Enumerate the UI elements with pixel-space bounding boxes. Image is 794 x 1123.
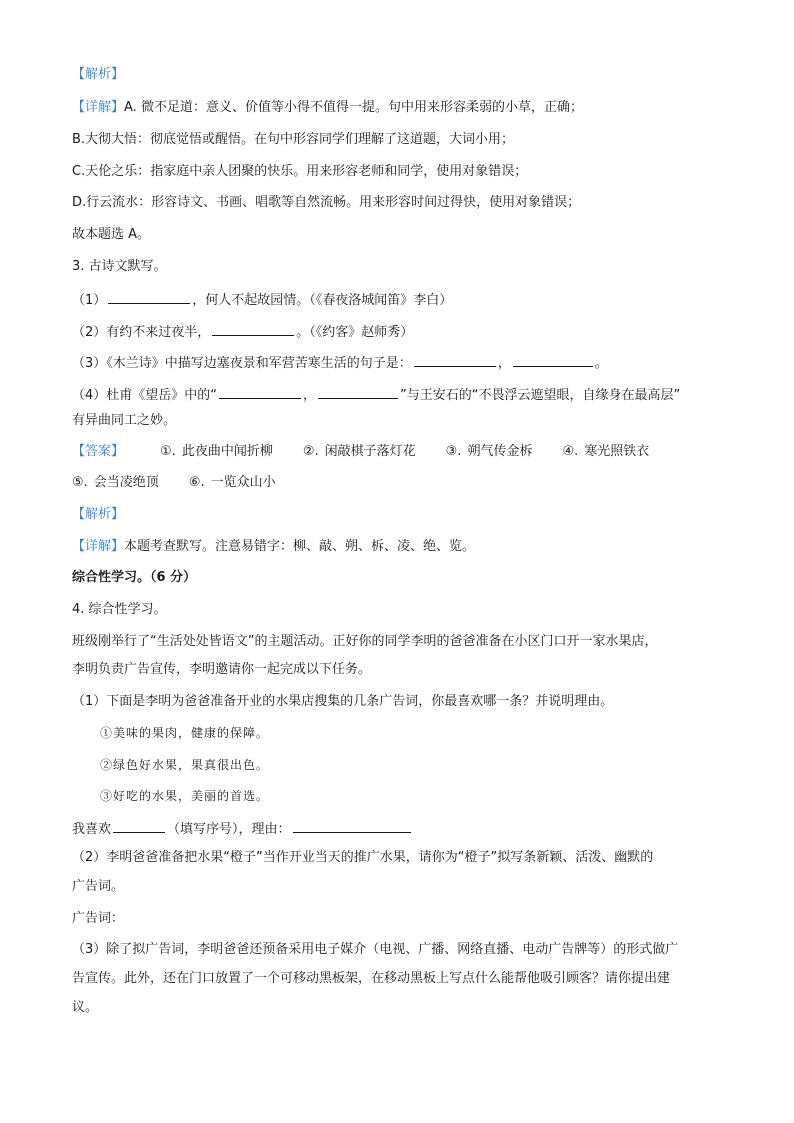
q4-sub3-c: 议。	[72, 1000, 99, 1015]
q4-like-line	[72, 819, 413, 839]
answer-item	[72, 474, 159, 492]
q3-item1-num: （1）	[72, 293, 107, 308]
q3-item1-rest: ，何人不起故园情。（《春夜洛城闻笛》李白）	[192, 293, 453, 308]
answer-text: 闲敲棋子落灯花	[324, 444, 416, 459]
q3-item2-a: （2）有约不来过夜半，	[72, 325, 211, 340]
q3-item2-b: 。（《约客》赵师秀）	[296, 325, 414, 340]
q4-sub3-b: 告宣传。此外，还在门口放置了一个可移动黑板架，在移动黑板上写点什么能帮他吸引顾客？请你提出建	[72, 971, 671, 986]
q3-item3	[72, 353, 608, 373]
q4-option-1: ①美味的果肉，健康的保障。	[100, 726, 270, 740]
answer-num: ②.	[302, 444, 319, 459]
q3-item1	[72, 290, 452, 310]
answer-item	[303, 443, 416, 461]
q2-conclusion: 故本题选 A。	[72, 227, 151, 242]
q4-intro-1: 班级刚举行了“生活处处皆语文”的主题活动。正好你的同学李明的爸爸准备在小区门口开一家水果店，	[72, 634, 658, 649]
answer-item	[189, 474, 276, 492]
q3-item3-a: （3）《木兰诗》中描写边塞夜景和军营苦寒生活的句子是：	[72, 356, 412, 371]
answer-text: 寒光照铁衣	[584, 444, 650, 459]
q4-sub3-a: （3）除了拟广告词，李明爸爸还预备采用电子媒介（电视、广播、网络直播、电动广告牌等）的形式做广	[72, 942, 679, 957]
q3-item3-blank-1[interactable]	[414, 353, 496, 367]
answer-item	[446, 443, 533, 461]
q3-answer-row-2	[72, 474, 306, 492]
q4-option-3: ③好吃的水果，美丽的首选。	[100, 789, 270, 803]
answer-tag: 【答案】	[72, 444, 125, 459]
q3-item3-blank-2[interactable]	[513, 353, 593, 367]
q3-analysis-tag: 【解析】	[72, 507, 125, 522]
q4-like-blank[interactable]	[113, 819, 165, 833]
q4-ad-label: 广告词：	[72, 911, 125, 926]
q4-sub2-b: 广告词。	[72, 879, 125, 894]
q2-option-c: C.天伦之乐：指家庭中亲人团聚的快乐。用来形容老师和同学，使用对象错误；	[72, 164, 528, 179]
answer-num: ⑤.	[72, 475, 88, 490]
q3-item2	[72, 322, 413, 342]
q4-intro-2: 李明负责广告宣传，李明邀请你一起完成以下任务。	[72, 662, 372, 677]
answer-text: 此夜曲中闻折柳	[181, 444, 273, 459]
q2-option-d: D.行云流水：形容诗文、书画、唱歌等自然流畅。用来形容时间过得快，使用对象错误；	[72, 195, 581, 210]
q3-detail	[72, 538, 475, 556]
q3-item3-sep: ，	[497, 356, 511, 371]
detail-tag: 【详解】	[72, 539, 125, 554]
answer-num: ①.	[160, 444, 176, 459]
answer-text: 朔气传金柝	[467, 444, 533, 459]
q3-item4-sep: ，	[303, 388, 317, 403]
q3-item3-end: 。	[594, 356, 608, 371]
q4-option-2: ②绿色好水果，果真很出色。	[100, 758, 270, 772]
q2-option-a-text: A. 微不足道：意义、价值等小得不值得一提。句中用来形容柔弱的小草，正确；	[124, 100, 583, 115]
q4-like-a: 我喜欢	[72, 822, 112, 837]
q4-like-b: （填写序号），理由：	[167, 822, 291, 837]
q3-item4-blank-1[interactable]	[219, 385, 301, 399]
q4-title: 4. 综合性学习。	[72, 602, 167, 617]
answer-text: 一览众山小	[210, 475, 276, 490]
answer-text: 会当凌绝顶	[93, 475, 159, 490]
q3-answer-row-1	[72, 443, 649, 461]
q3-item4-cont: 有异曲同工之妙。	[72, 413, 177, 428]
q4-sub2-a: （2）李明爸爸准备把水果“橙子”当作开业当天的推广水果，请你为“橙子”拟写条新颖、活泼、幽默的	[72, 850, 654, 865]
section-heading: 综合性学习。（6 分）	[72, 570, 197, 585]
q4-sub1: （1）下面是李明为爸爸准备开业的水果店搜集的几条广告词，你最喜欢哪一条？并说明理由。	[72, 694, 614, 709]
analysis-tag: 【解析】	[72, 67, 125, 82]
answer-num: ⑥.	[188, 475, 205, 490]
q3-item4-blank-2[interactable]	[318, 385, 398, 399]
q3-title: 3. 古诗文默写。	[72, 259, 167, 274]
q4-reason-blank[interactable]	[293, 819, 411, 833]
q3-detail-text: 本题考查默写。注意易错字：柳、敲、朔、柝、凌、绝、览。	[124, 539, 476, 554]
answer-item	[562, 443, 649, 461]
q3-item2-blank[interactable]	[212, 322, 294, 336]
q3-item4-a: （4）杜甫《望岳》中的“	[72, 388, 218, 403]
answer-num: ④.	[562, 444, 579, 459]
q3-item1-blank[interactable]	[108, 290, 190, 304]
answer-item	[160, 443, 273, 461]
q3-item4-b: ”与王安石的“不畏浮云遮望眼，自缘身在最高层”	[400, 388, 681, 403]
q3-item4	[72, 385, 680, 405]
q2-detail-a	[72, 99, 583, 117]
detail-tag: 【详解】	[72, 100, 125, 115]
q2-option-b: B.大彻大悟：彻底觉悟或醒悟。在句中形容同学们理解了这道题，大词小用；	[72, 132, 515, 147]
answer-num: ③.	[445, 444, 462, 459]
